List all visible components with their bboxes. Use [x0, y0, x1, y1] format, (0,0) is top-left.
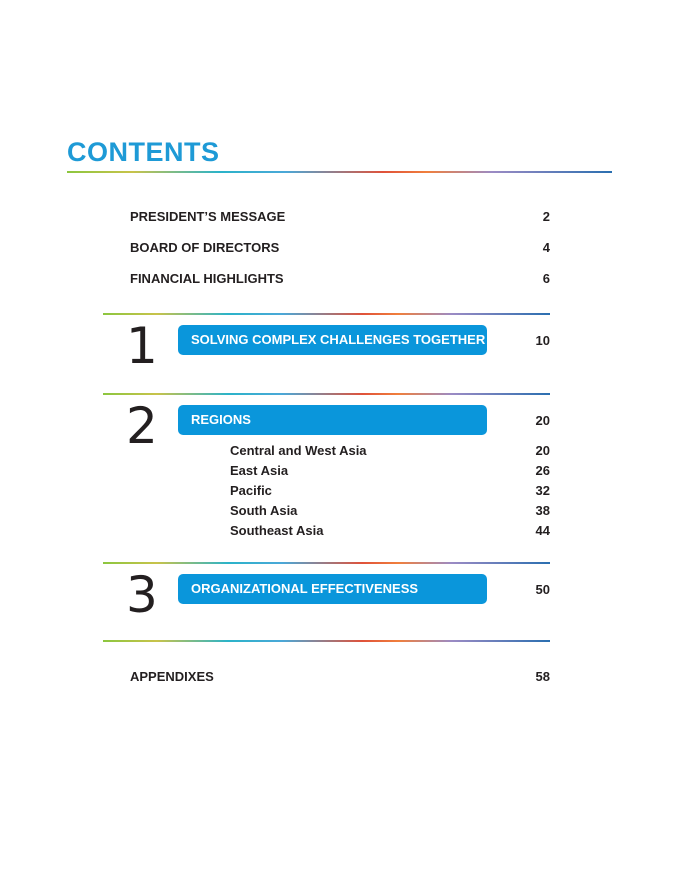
toc-page-number: 26	[535, 463, 550, 478]
toc-page-number: 4	[542, 240, 550, 255]
chapter-divider	[103, 562, 550, 564]
toc-entry-presidents-message[interactable]: PRESIDENT’S MESSAGE	[130, 209, 286, 224]
chapter-number: 1	[126, 317, 158, 375]
chapter-number: 2	[126, 397, 158, 455]
chapter-title-regions[interactable]: REGIONS	[178, 405, 487, 435]
toc-page-number: 50	[535, 582, 550, 597]
chapter-title-organizational-effectiveness[interactable]: ORGANIZATIONAL EFFECTIVENESS	[178, 574, 487, 604]
chapter-divider	[103, 313, 550, 315]
page-title: CONTENTS	[67, 137, 220, 167]
chapter-divider	[103, 393, 550, 395]
toc-entry-board-of-directors[interactable]: BOARD OF DIRECTORS	[130, 240, 280, 255]
toc-page-number: 58	[535, 669, 550, 684]
toc-page-number: 20	[535, 413, 550, 428]
toc-entry-appendixes[interactable]: APPENDIXES	[130, 669, 214, 684]
toc-page-number: 6	[542, 271, 550, 286]
toc-subentry-pacific[interactable]: Pacific	[230, 483, 272, 498]
toc-subentry-central-west-asia[interactable]: Central and West Asia	[230, 443, 367, 458]
chapter-number: 3	[126, 566, 158, 624]
title-divider	[67, 171, 612, 173]
toc-subentry-east-asia[interactable]: East Asia	[230, 463, 289, 478]
chapter-divider	[103, 640, 550, 642]
toc-page-number: 2	[542, 209, 550, 224]
toc-page-number: 32	[535, 483, 550, 498]
toc-subentry-southeast-asia[interactable]: Southeast Asia	[230, 523, 324, 538]
toc-page-number: 44	[535, 523, 550, 538]
toc-subentry-south-asia[interactable]: South Asia	[230, 503, 298, 518]
chapter-title-solving-complex-challenges[interactable]: SOLVING COMPLEX CHALLENGES TOGETHER	[178, 325, 487, 355]
toc-page-number: 38	[535, 503, 550, 518]
toc-entry-financial-highlights[interactable]: FINANCIAL HIGHLIGHTS	[130, 271, 284, 286]
toc-page-number: 10	[535, 333, 550, 348]
toc-page-number: 20	[535, 443, 550, 458]
